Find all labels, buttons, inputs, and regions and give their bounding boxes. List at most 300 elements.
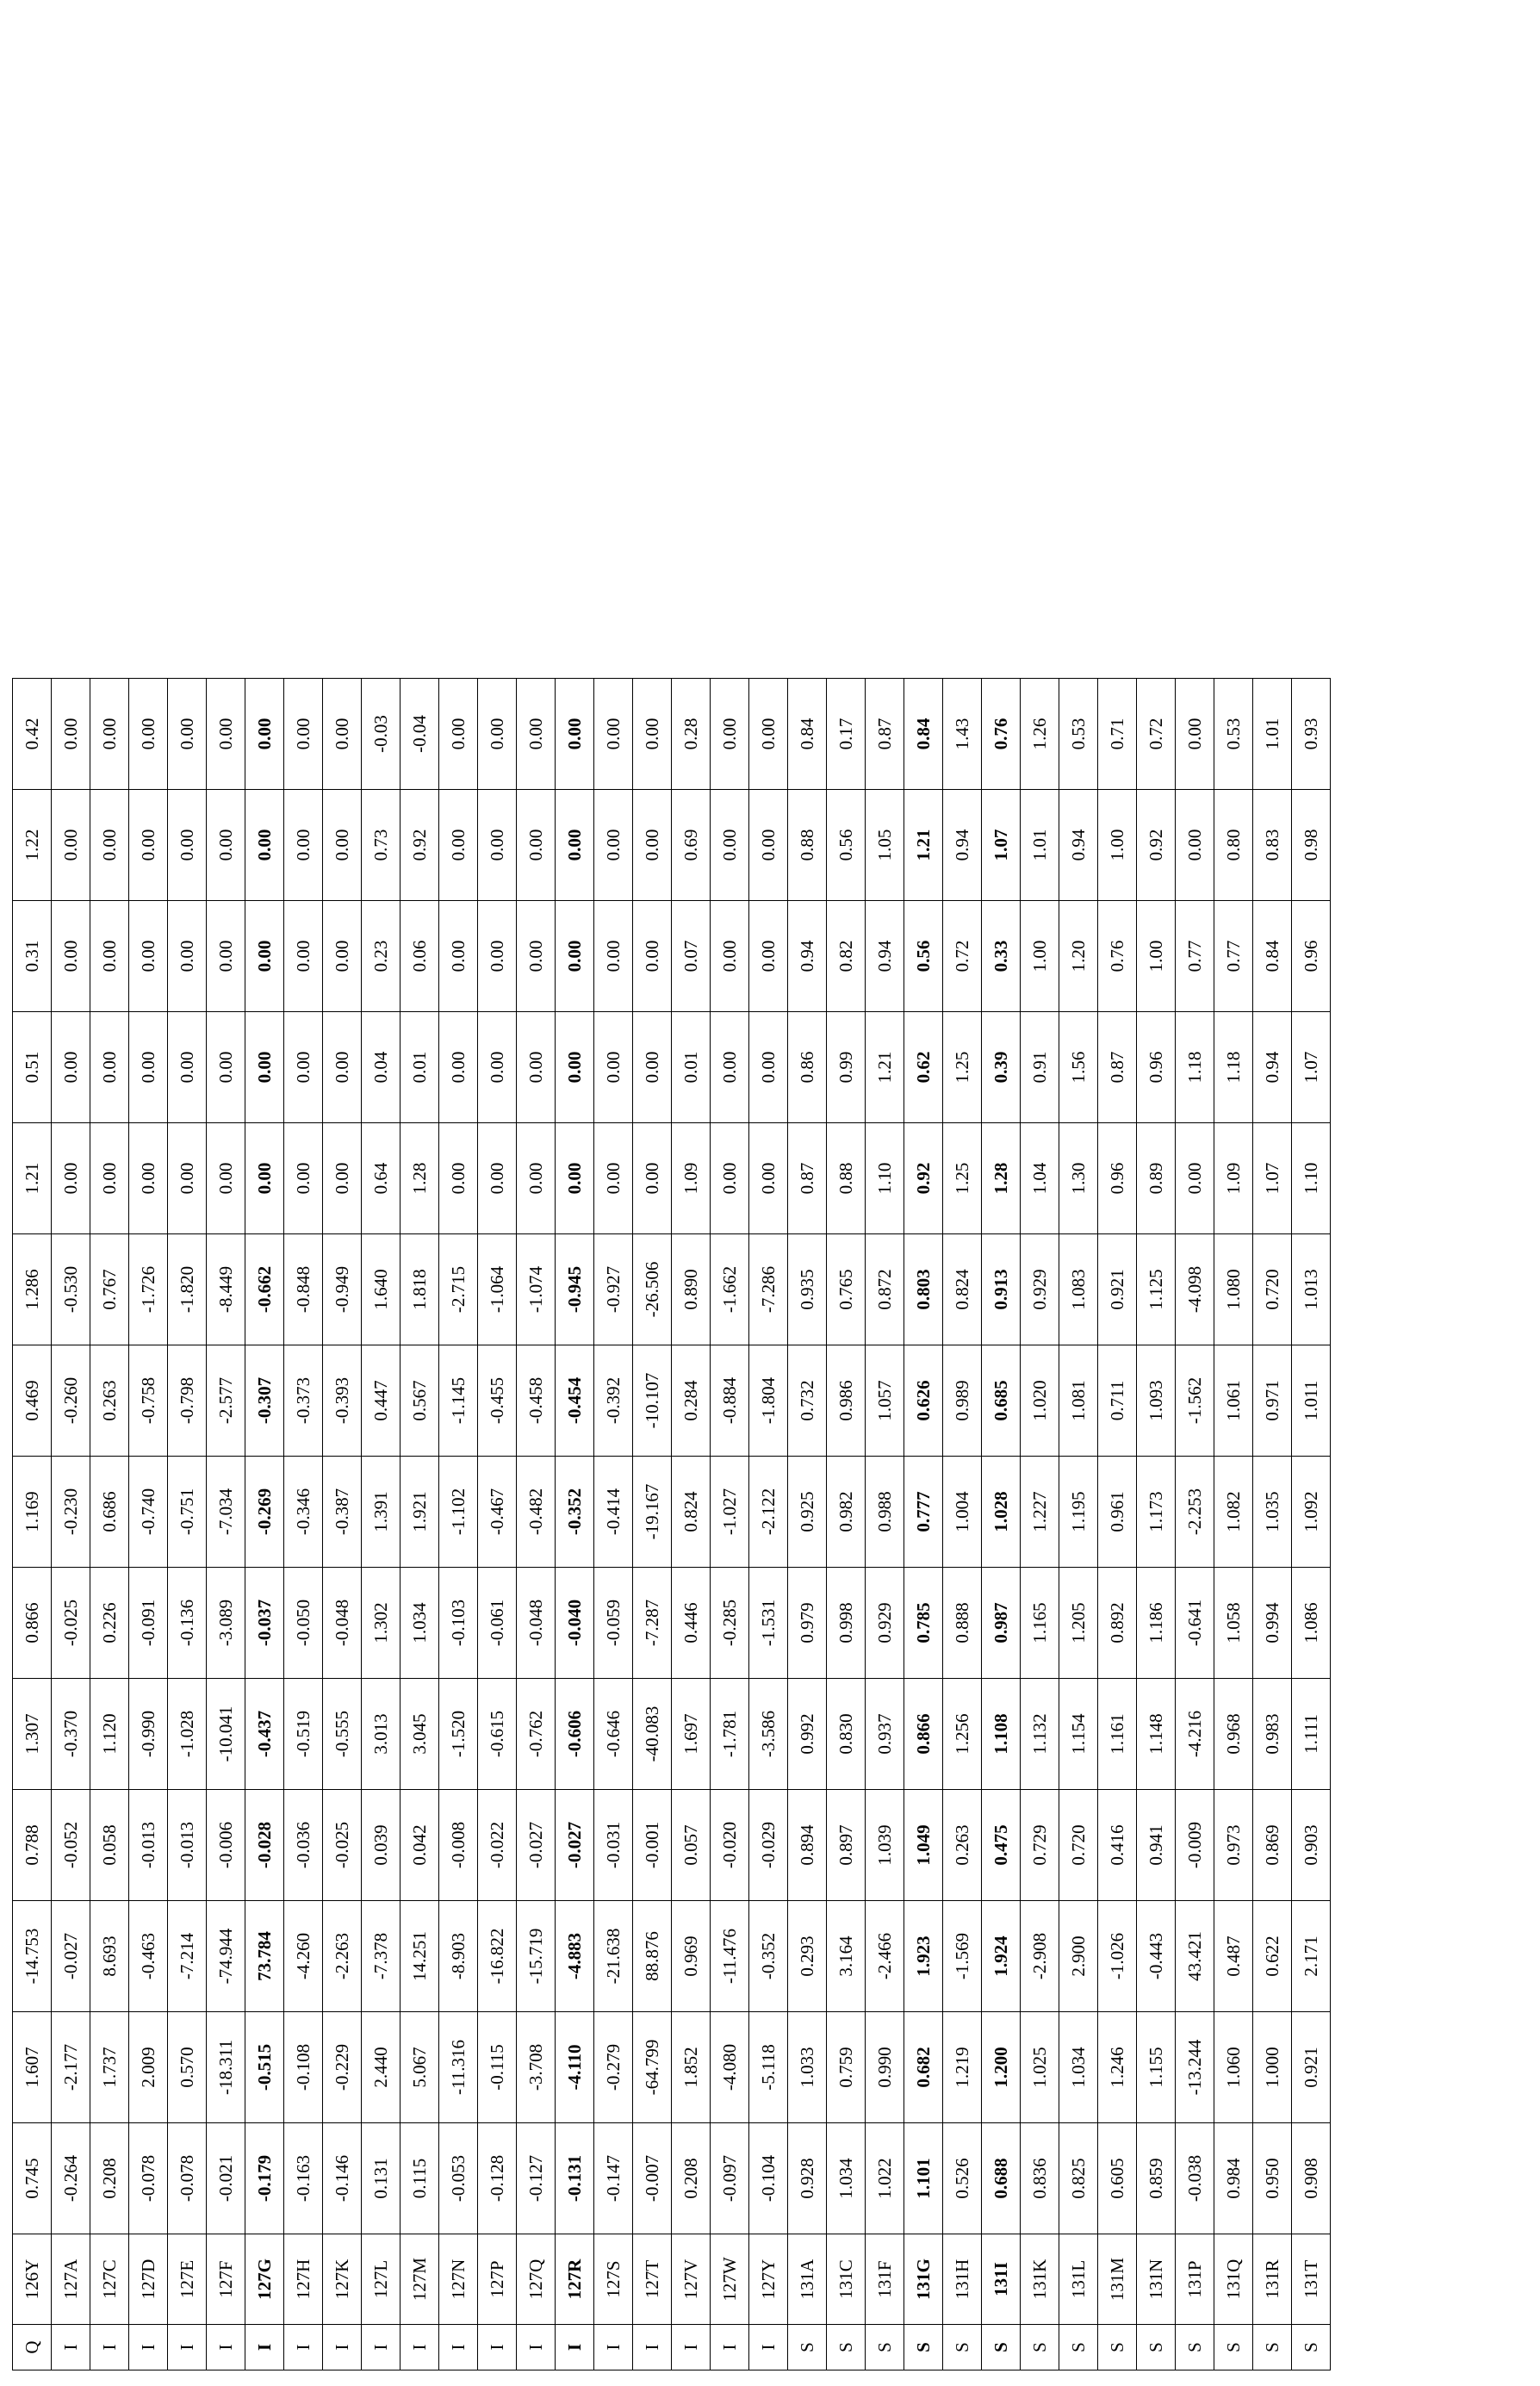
cell-value: 0.998 [827, 1568, 866, 1679]
cell-value: -0.053 [439, 2123, 478, 2234]
cell-value: 1.125 [1137, 1234, 1176, 1345]
cell-value: 0.745 [13, 2123, 52, 2234]
cell-value: -0.530 [52, 1234, 90, 1345]
cell-value: -0.179 [245, 2123, 284, 2234]
cell-value: -0.740 [129, 1457, 168, 1568]
cell-value: -18.311 [207, 2012, 245, 2123]
cell-value: 0.720 [1059, 1790, 1098, 1901]
cell-value: 1.09 [1214, 1123, 1253, 1234]
cell-value: 3.013 [362, 1679, 401, 1790]
cell-value: 0.00 [478, 679, 517, 790]
cell-value: 0.894 [788, 1790, 827, 1901]
cell-value: -2.577 [207, 1345, 245, 1457]
cell-value: -0.467 [478, 1457, 517, 1568]
cell-value: 0.208 [90, 2123, 129, 2234]
cell-value: -0.108 [284, 2012, 323, 2123]
cell-value: 0.76 [982, 679, 1021, 790]
table-row [788, 679, 827, 2370]
cell-value: 1.083 [1059, 1234, 1098, 1345]
row-flag: I [711, 2325, 749, 2370]
cell-value: 0.777 [904, 1457, 943, 1568]
row-flag: S [1059, 2325, 1098, 2370]
row-label: 127Y [749, 2234, 788, 2325]
cell-value: -0.040 [556, 1568, 594, 1679]
cell-value: 0.00 [556, 790, 594, 901]
cell-value: -14.753 [13, 1901, 52, 2012]
cell-value: -0.352 [556, 1457, 594, 1568]
cell-value: 1.10 [866, 1123, 904, 1234]
cell-value: 0.00 [556, 679, 594, 790]
row-flag: S [1098, 2325, 1137, 2370]
cell-value: 0.00 [207, 790, 245, 901]
cell-value: -8.449 [207, 1234, 245, 1345]
cell-value: -1.064 [478, 1234, 517, 1345]
cell-value: 0.23 [362, 901, 401, 1012]
cell-value: 0.64 [362, 1123, 401, 1234]
cell-value: 0.803 [904, 1234, 943, 1345]
cell-value: 0.56 [904, 901, 943, 1012]
cell-value: -10.107 [633, 1345, 672, 1457]
table-row [52, 679, 90, 2370]
cell-value: -0.307 [245, 1345, 284, 1457]
cell-value: -7.214 [168, 1901, 207, 2012]
cell-value: 1.000 [1253, 2012, 1292, 2123]
cell-value: 0.00 [556, 1012, 594, 1123]
cell-value: 0.682 [904, 2012, 943, 2123]
cell-value: -2.122 [749, 1457, 788, 1568]
cell-value: -0.458 [517, 1345, 556, 1457]
cell-value: -7.287 [633, 1568, 672, 1679]
row-flag: S [904, 2325, 943, 2370]
cell-value: 0.720 [1253, 1234, 1292, 1345]
row-flag: I [672, 2325, 711, 2370]
cell-value: 0.00 [439, 1012, 478, 1123]
cell-value: 1.09 [672, 1123, 711, 1234]
row-flag: S [866, 2325, 904, 2370]
cell-value: 0.973 [1214, 1790, 1253, 1901]
cell-value: -0.848 [284, 1234, 323, 1345]
cell-value: -1.145 [439, 1345, 478, 1457]
cell-value: -0.037 [245, 1568, 284, 1679]
cell-value: 1.186 [1137, 1568, 1176, 1679]
cell-value: 0.00 [168, 1123, 207, 1234]
cell-value: 1.04 [1021, 1123, 1059, 1234]
cell-value: 0.00 [711, 901, 749, 1012]
table-row [904, 679, 943, 2370]
cell-value: 0.057 [672, 1790, 711, 1901]
cell-value: 1.256 [943, 1679, 982, 1790]
row-flag: S [1176, 2325, 1214, 2370]
cell-value: 1.004 [943, 1457, 982, 1568]
cell-value: 0.992 [788, 1679, 827, 1790]
cell-value: 0.447 [362, 1345, 401, 1457]
cell-value: 0.925 [788, 1457, 827, 1568]
cell-value: -0.001 [633, 1790, 672, 1901]
row-label: 127D [129, 2234, 168, 2325]
row-flag: I [207, 2325, 245, 2370]
cell-value: -0.454 [556, 1345, 594, 1457]
cell-value: -0.482 [517, 1457, 556, 1568]
table-row [594, 679, 633, 2370]
cell-value: -0.091 [129, 1568, 168, 1679]
cell-value: -0.641 [1176, 1568, 1214, 1679]
cell-value: 0.994 [1253, 1568, 1292, 1679]
cell-value: 0.208 [672, 2123, 711, 2234]
cell-value: 0.00 [52, 1123, 90, 1234]
cell-value: 0.00 [168, 1012, 207, 1123]
cell-value: 0.71 [1098, 679, 1137, 790]
cell-value: 0.897 [827, 1790, 866, 1901]
table-row [401, 679, 439, 2370]
cell-value: 0.00 [90, 679, 129, 790]
cell-value: 0.00 [711, 790, 749, 901]
cell-value: 0.72 [943, 901, 982, 1012]
cell-value: 0.72 [1137, 679, 1176, 790]
cell-value: 1.246 [1098, 2012, 1137, 2123]
cell-value: -1.520 [439, 1679, 478, 1790]
row-flag: I [517, 2325, 556, 2370]
cell-value: -0.147 [594, 2123, 633, 2234]
cell-value: 1.092 [1292, 1457, 1331, 1568]
cell-value: 0.00 [594, 1012, 633, 1123]
cell-value: 1.093 [1137, 1345, 1176, 1457]
cell-value: 0.968 [1214, 1679, 1253, 1790]
cell-value: 0.131 [362, 2123, 401, 2234]
row-label: 131K [1021, 2234, 1059, 2325]
cell-value: 0.935 [788, 1234, 827, 1345]
cell-value: 1.161 [1098, 1679, 1137, 1790]
cell-value: -0.393 [323, 1345, 362, 1457]
cell-value: 0.00 [556, 901, 594, 1012]
cell-value: 0.00 [284, 901, 323, 1012]
cell-value: 1.034 [1059, 2012, 1098, 2123]
cell-value: 0.94 [788, 901, 827, 1012]
cell-value: 0.989 [943, 1345, 982, 1457]
cell-value: 0.76 [1098, 901, 1137, 1012]
cell-value: 0.62 [904, 1012, 943, 1123]
cell-value: 0.80 [1214, 790, 1253, 901]
cell-value: 1.26 [1021, 679, 1059, 790]
cell-value: 1.302 [362, 1568, 401, 1679]
cell-value: 0.00 [168, 679, 207, 790]
cell-value: -0.751 [168, 1457, 207, 1568]
row-label: 127W [711, 2234, 749, 2325]
cell-value: -0.370 [52, 1679, 90, 1790]
cell-value: 0.00 [207, 679, 245, 790]
row-label: 131I [982, 2234, 1021, 2325]
cell-value: 1.035 [1253, 1457, 1292, 1568]
cell-value: 1.081 [1059, 1345, 1098, 1457]
row-label: 127V [672, 2234, 711, 2325]
row-label: 131F [866, 2234, 904, 2325]
cell-value: -0.038 [1176, 2123, 1214, 2234]
row-flag: S [1253, 2325, 1292, 2370]
cell-value: 1.924 [982, 1901, 1021, 2012]
cell-value: 0.73 [362, 790, 401, 901]
cell-value: -0.115 [478, 2012, 517, 2123]
cell-value: -0.758 [129, 1345, 168, 1457]
cell-value: 0.53 [1214, 679, 1253, 790]
cell-value: 0.263 [90, 1345, 129, 1457]
row-flag: I [284, 2325, 323, 2370]
cell-value: 0.765 [827, 1234, 866, 1345]
cell-value: -0.463 [129, 1901, 168, 2012]
cell-value: 1.165 [1021, 1568, 1059, 1679]
cell-value: 0.99 [827, 1012, 866, 1123]
row-flag: I [594, 2325, 633, 2370]
row-flag: I [245, 2325, 284, 2370]
cell-value: 0.990 [866, 2012, 904, 2123]
row-label: 127E [168, 2234, 207, 2325]
row-label: 127Q [517, 2234, 556, 2325]
cell-value: 0.921 [1292, 2012, 1331, 2123]
cell-value: 0.00 [478, 1012, 517, 1123]
cell-value: 0.96 [1098, 1123, 1137, 1234]
table-row [711, 679, 749, 2370]
row-label: 127G [245, 2234, 284, 2325]
cell-value: -4.080 [711, 2012, 749, 2123]
cell-value: 1.25 [943, 1123, 982, 1234]
cell-value: 1.195 [1059, 1457, 1098, 1568]
cell-value: -74.944 [207, 1901, 245, 2012]
cell-value: 1.07 [1253, 1123, 1292, 1234]
cell-value: 0.96 [1137, 1012, 1176, 1123]
cell-value: 0.00 [323, 679, 362, 790]
cell-value: -19.167 [633, 1457, 672, 1568]
cell-value: 0.903 [1292, 1790, 1331, 1901]
cell-value: 0.87 [788, 1123, 827, 1234]
cell-value: 0.94 [1059, 790, 1098, 901]
row-flag: I [401, 2325, 439, 2370]
cell-value: 0.00 [90, 1123, 129, 1234]
table-row [1292, 679, 1331, 2370]
cell-value: 8.693 [90, 1901, 129, 2012]
row-flag: I [362, 2325, 401, 2370]
cell-value: 0.51 [13, 1012, 52, 1123]
cell-value: 0.785 [904, 1568, 943, 1679]
cell-value: -1.102 [439, 1457, 478, 1568]
cell-value: 0.00 [245, 1012, 284, 1123]
cell-value: -2.908 [1021, 1901, 1059, 2012]
cell-value: 0.94 [866, 901, 904, 1012]
cell-value: 0.94 [943, 790, 982, 901]
cell-value: 0.00 [284, 679, 323, 790]
cell-value: -1.726 [129, 1234, 168, 1345]
table-row [827, 679, 866, 2370]
cell-value: 0.971 [1253, 1345, 1292, 1457]
cell-value: -5.118 [749, 2012, 788, 2123]
cell-value: 0.07 [672, 901, 711, 1012]
cell-value: 0.00 [168, 790, 207, 901]
cell-value: 0.929 [866, 1568, 904, 1679]
cell-value: -7.286 [749, 1234, 788, 1345]
table-row [168, 679, 207, 2370]
row-flag: S [1021, 2325, 1059, 2370]
cell-value: -2.466 [866, 1901, 904, 2012]
cell-value: 0.00 [245, 1123, 284, 1234]
cell-value: -0.884 [711, 1345, 749, 1457]
cell-value: 0.00 [323, 901, 362, 1012]
cell-value: 0.888 [943, 1568, 982, 1679]
cell-value: 0.82 [827, 901, 866, 1012]
cell-value: 0.00 [52, 679, 90, 790]
cell-value: 0.00 [129, 1012, 168, 1123]
row-flag: S [788, 2325, 827, 2370]
cell-value: -4.260 [284, 1901, 323, 2012]
cell-value: 0.00 [90, 790, 129, 901]
cell-value: 0.115 [401, 2123, 439, 2234]
cell-value: 0.969 [672, 1901, 711, 2012]
cell-value: -0.352 [749, 1901, 788, 2012]
cell-value: 0.866 [13, 1568, 52, 1679]
cell-value: 0.00 [633, 790, 672, 901]
cell-value: -1.562 [1176, 1345, 1214, 1457]
row-label: 131R [1253, 2234, 1292, 2325]
cell-value: 0.00 [594, 1123, 633, 1234]
cell-value: 0.00 [478, 1123, 517, 1234]
cell-value: 0.89 [1137, 1123, 1176, 1234]
cell-value: 0.729 [1021, 1790, 1059, 1901]
cell-value: -0.606 [556, 1679, 594, 1790]
table-body [13, 679, 1331, 2370]
cell-value: 0.00 [439, 1123, 478, 1234]
row-label: 131P [1176, 2234, 1214, 2325]
cell-value: -0.027 [52, 1901, 90, 2012]
cell-value: 1.086 [1292, 1568, 1331, 1679]
cell-value: -0.229 [323, 2012, 362, 2123]
cell-value: 0.00 [129, 1123, 168, 1234]
cell-value: 1.00 [1021, 901, 1059, 1012]
cell-value: 0.475 [982, 1790, 1021, 1901]
row-label: 131A [788, 2234, 827, 2325]
cell-value: 0.00 [594, 790, 633, 901]
cell-value: 3.045 [401, 1679, 439, 1790]
cell-value: 1.21 [13, 1123, 52, 1234]
row-flag: S [982, 2325, 1021, 2370]
cell-value: -0.279 [594, 2012, 633, 2123]
cell-value: 0.00 [245, 679, 284, 790]
cell-value: 0.86 [788, 1012, 827, 1123]
cell-value: -0.373 [284, 1345, 323, 1457]
cell-value: 0.88 [788, 790, 827, 901]
cell-value: -0.136 [168, 1568, 207, 1679]
cell-value: -0.128 [478, 2123, 517, 2234]
cell-value: 0.913 [982, 1234, 1021, 1345]
cell-value: 1.05 [866, 790, 904, 901]
cell-value: -11.316 [439, 2012, 478, 2123]
cell-value: 0.929 [1021, 1234, 1059, 1345]
table-row [1021, 679, 1059, 2370]
cell-value: -0.078 [168, 2123, 207, 2234]
cell-value: 0.92 [401, 790, 439, 901]
cell-value: 0.00 [594, 679, 633, 790]
cell-value: 0.759 [827, 2012, 866, 2123]
cell-value: 0.00 [52, 790, 90, 901]
cell-value: 1.049 [904, 1790, 943, 1901]
cell-value: 1.307 [13, 1679, 52, 1790]
cell-value: -0.029 [749, 1790, 788, 1901]
cell-value: -0.027 [556, 1790, 594, 1901]
cell-value: -2.253 [1176, 1457, 1214, 1568]
table-row [439, 679, 478, 2370]
row-label: 127R [556, 2234, 594, 2325]
cell-value: -0.387 [323, 1457, 362, 1568]
cell-value: -0.230 [52, 1457, 90, 1568]
cell-value: 1.205 [1059, 1568, 1098, 1679]
cell-value: 1.22 [13, 790, 52, 901]
cell-value: 1.060 [1214, 2012, 1253, 2123]
table-row [1214, 679, 1253, 2370]
cell-value: 1.080 [1214, 1234, 1253, 1345]
cell-value: -2.177 [52, 2012, 90, 2123]
cell-value: 1.25 [943, 1012, 982, 1123]
cell-value: 0.00 [439, 901, 478, 1012]
cell-value: 0.605 [1098, 2123, 1137, 2234]
row-label: 127S [594, 2234, 633, 2325]
cell-value: 0.487 [1214, 1901, 1253, 2012]
cell-value: 0.988 [866, 1457, 904, 1568]
cell-value: -16.822 [478, 1901, 517, 2012]
row-flag: S [1137, 2325, 1176, 2370]
cell-value: 0.93 [1292, 679, 1331, 790]
cell-value: 1.21 [866, 1012, 904, 1123]
cell-value: -0.04 [401, 679, 439, 790]
cell-value: 0.87 [1098, 1012, 1137, 1123]
cell-value: -0.013 [168, 1790, 207, 1901]
cell-value: 0.00 [284, 1012, 323, 1123]
table-row [1176, 679, 1214, 2370]
row-flag: S [943, 2325, 982, 2370]
data-matrix-table [12, 678, 1331, 2370]
cell-value: -3.089 [207, 1568, 245, 1679]
cell-value: 0.058 [90, 1790, 129, 1901]
cell-value: 0.28 [672, 679, 711, 790]
cell-value: 0.00 [517, 1012, 556, 1123]
row-flag: I [168, 2325, 207, 2370]
cell-value: 0.84 [788, 679, 827, 790]
row-label: 127K [323, 2234, 362, 2325]
cell-value: 0.788 [13, 1790, 52, 1901]
cell-value: -1.781 [711, 1679, 749, 1790]
cell-value: 1.120 [90, 1679, 129, 1790]
cell-value: 2.009 [129, 2012, 168, 2123]
cell-value: 73.784 [245, 1901, 284, 2012]
cell-value: 0.00 [749, 1123, 788, 1234]
cell-value: -0.048 [517, 1568, 556, 1679]
cell-value: 0.17 [827, 679, 866, 790]
cell-value: -0.414 [594, 1457, 633, 1568]
cell-value: 0.96 [1292, 901, 1331, 1012]
cell-value: -0.097 [711, 2123, 749, 2234]
cell-value: 0.87 [866, 679, 904, 790]
cell-value: 1.697 [672, 1679, 711, 1790]
cell-value: 0.567 [401, 1345, 439, 1457]
cell-value: 1.01 [1253, 679, 1292, 790]
cell-value: -0.006 [207, 1790, 245, 1901]
cell-value: 0.983 [1253, 1679, 1292, 1790]
cell-value: 0.00 [207, 1123, 245, 1234]
cell-value: 0.986 [827, 1345, 866, 1457]
row-flag: Q [13, 2325, 52, 2370]
row-label: 127F [207, 2234, 245, 2325]
table-row [1137, 679, 1176, 2370]
cell-value: 2.900 [1059, 1901, 1098, 2012]
cell-value: 0.469 [13, 1345, 52, 1457]
cell-value: -7.378 [362, 1901, 401, 2012]
cell-value: 0.01 [672, 1012, 711, 1123]
cell-value: 1.20 [1059, 901, 1098, 1012]
cell-value: 0.00 [168, 901, 207, 1012]
